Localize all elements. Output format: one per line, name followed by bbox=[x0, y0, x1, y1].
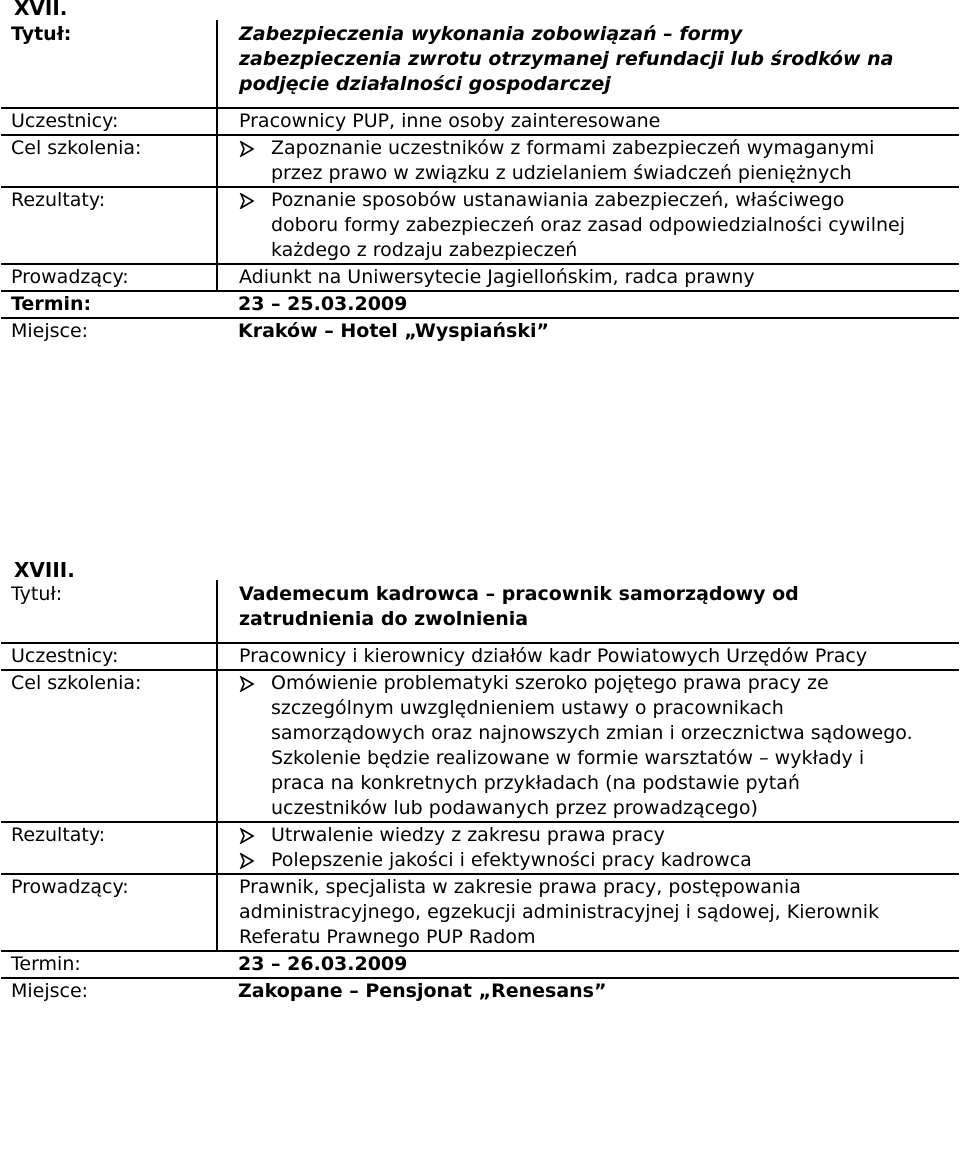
goal-line: samorządowych oraz najnowszych zmian i orzecznictwa sądowego. bbox=[271, 722, 913, 744]
results-value bbox=[217, 822, 959, 874]
participants-label: Uczestnicy: bbox=[1, 108, 217, 135]
results-row bbox=[1, 822, 959, 874]
date-row bbox=[1, 951, 959, 978]
title-line: Zabezpieczenia wykonania zobowiązań – formy bbox=[239, 23, 743, 45]
trainer-value bbox=[217, 874, 959, 951]
title-line: zabezpieczenia zwrotu otrzymanej refundacji lub środków na bbox=[239, 48, 894, 70]
title-line: zatrudnienia do zwolnienia bbox=[239, 608, 529, 630]
trainer-line: Prawnik, specjalista w zakresie prawa pracy, postępowania bbox=[239, 876, 801, 898]
trainer-label: Prowadzący: bbox=[1, 874, 217, 951]
date-value: 23 – 25.03.2009 bbox=[217, 291, 959, 318]
goal-item bbox=[239, 671, 951, 821]
participants-value: Pracownicy PUP, inne osoby zainteresowane bbox=[217, 108, 959, 135]
place-label: Miejsce: bbox=[11, 320, 89, 342]
results-item bbox=[239, 188, 951, 263]
place-value: Zakopane – Pensjonat „Renesans” bbox=[238, 980, 607, 1002]
title-row bbox=[1, 580, 959, 643]
participants-row bbox=[1, 643, 959, 670]
goal-line: uczestników lub podawanych przez prowadzącego) bbox=[271, 797, 758, 819]
goal-line: Szkolenie będzie realizowane w formie warsztatów – wykłady i bbox=[271, 747, 865, 769]
participants-row bbox=[1, 108, 959, 135]
results-line: doboru formy zabezpieczeń oraz zasad odpowiedzialności cywilnej bbox=[271, 214, 905, 236]
results-line: Utrwalenie wiedzy z zakresu prawa pracy bbox=[271, 824, 665, 846]
trainer-label: Prowadzący: bbox=[1, 264, 217, 291]
arrow-bullet-icon bbox=[239, 853, 255, 869]
results-line: Poznanie sposobów ustanawiania zabezpieczeń, właściwego bbox=[271, 189, 845, 211]
goal-label: Cel szkolenia: bbox=[1, 135, 217, 187]
trainer-line: Referatu Prawnego PUP Radom bbox=[239, 926, 536, 948]
goal-row bbox=[1, 670, 959, 822]
date-label: Termin: bbox=[1, 951, 217, 978]
goal-line: Zapoznanie uczestników z formami zabezpieczeń wymaganymi bbox=[271, 137, 875, 159]
results-row bbox=[1, 187, 959, 264]
date-row bbox=[1, 291, 959, 318]
goal-line: szczególnym uwzględnieniem ustawy o pracownikach bbox=[271, 697, 784, 719]
section-number: XVIII. bbox=[14, 558, 75, 582]
trainer-line: Adiunkt na Uniwersytecie Jagiellońskim, radca prawny bbox=[239, 266, 755, 288]
goal-label: Cel szkolenia: bbox=[1, 670, 217, 822]
trainer-row bbox=[1, 874, 959, 951]
place-row bbox=[1, 978, 959, 1004]
title-value bbox=[217, 20, 959, 108]
trainer-value bbox=[217, 264, 959, 291]
results-line: Polepszenie jakości i efektywności pracy kadrowca bbox=[271, 849, 752, 871]
results-label: Rezultaty: bbox=[1, 187, 217, 264]
training-table-xviii bbox=[1, 580, 959, 1004]
section-number: XVII. bbox=[14, 0, 68, 20]
results-label: Rezultaty: bbox=[1, 822, 217, 874]
trainer-line: administracyjnego, egzekucji administracyjnej i sądowej, Kierownik bbox=[239, 901, 880, 923]
place-value: Kraków – Hotel „Wyspiański” bbox=[238, 320, 549, 342]
participants-label: Uczestnicy: bbox=[1, 643, 217, 670]
results-item bbox=[239, 823, 951, 848]
date-label: Termin: bbox=[1, 291, 217, 318]
results-item bbox=[239, 848, 951, 873]
title-label: Tytuł: bbox=[1, 580, 217, 643]
goal-item bbox=[239, 136, 951, 186]
place-row bbox=[1, 318, 959, 344]
title-row bbox=[1, 20, 959, 108]
arrow-bullet-icon bbox=[239, 193, 255, 209]
arrow-bullet-icon bbox=[239, 676, 255, 692]
participants-value: Pracownicy i kierownicy działów kadr Powiatowych Urzędów Pracy bbox=[217, 643, 959, 670]
results-line: każdego z rodzaju zabezpieczeń bbox=[271, 239, 578, 261]
arrow-bullet-icon bbox=[239, 828, 255, 844]
training-table-xvii bbox=[1, 20, 959, 344]
goal-line: praca na konkretnych przykładach (na podstawie pytań bbox=[271, 772, 800, 794]
title-line: Vademecum kadrowca – pracownik samorządowy od bbox=[239, 583, 799, 605]
arrow-bullet-icon bbox=[239, 141, 255, 157]
place-label: Miejsce: bbox=[11, 980, 89, 1002]
goal-line: Omówienie problematyki szeroko pojętego prawa pracy ze bbox=[271, 672, 829, 694]
date-value: 23 – 26.03.2009 bbox=[217, 951, 959, 978]
goal-row bbox=[1, 135, 959, 187]
title-value bbox=[217, 580, 959, 643]
goal-line: przez prawo w związku z udzielaniem świadczeń pieniężnych bbox=[271, 162, 852, 184]
goal-value bbox=[217, 135, 959, 187]
results-value bbox=[217, 187, 959, 264]
goal-value bbox=[217, 670, 959, 822]
title-label: Tytuł: bbox=[1, 20, 217, 108]
trainer-row bbox=[1, 264, 959, 291]
title-line: podjęcie działalności gospodarczej bbox=[239, 73, 611, 95]
